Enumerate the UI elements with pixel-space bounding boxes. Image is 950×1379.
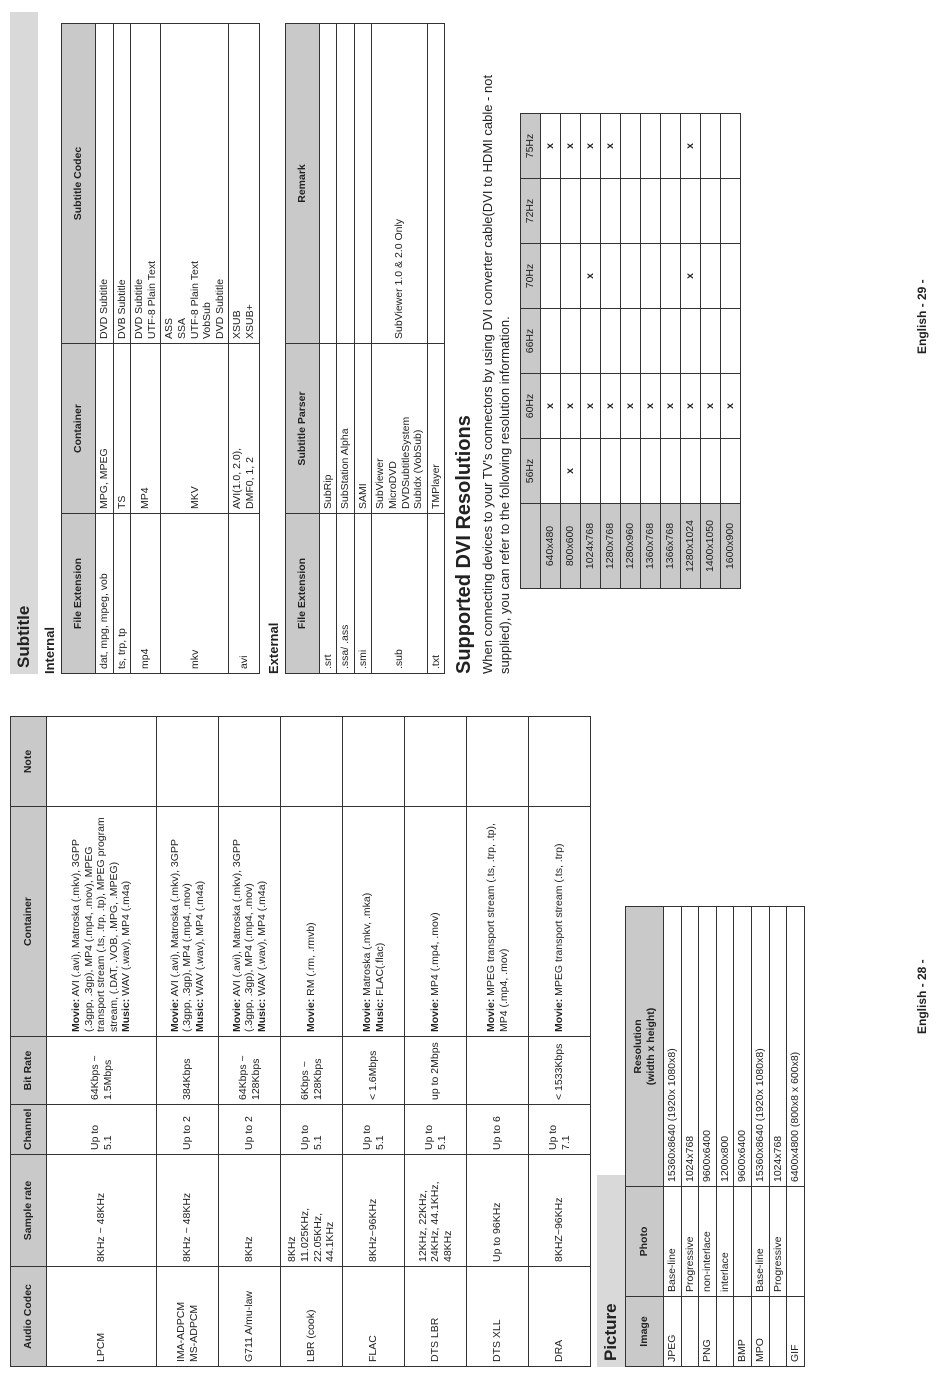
subtitle-codec-cell: DVB Subtitle [113,24,131,344]
movie-formats: Matroska (.mkv, .mka) [360,892,373,999]
table-row [621,114,641,589]
table-row [229,24,259,674]
table-row [787,907,805,1367]
dvi-resolution-cell: 800x600 [561,504,581,589]
dvi-mark-cell: x [681,244,701,309]
subtitle-codec-cell: XSUB XSUB+ [229,24,259,344]
file-extension-cell: .srt [319,514,337,674]
dvi-mark-cell [661,114,681,179]
note-cell [405,717,467,807]
movie-formats: AVI (.avi), Matroska (.mkv), 3GPP (.3gpp, .3gp), MP4 (.mp4, .mov), MPEG transport stream (.ts, .trp, .tp), MPEG program stream, (.DAT, .VOB, .MPG, .MPEG) [70,817,120,1032]
dvi-heading: Supported DVI Resolutions [453,415,476,674]
remark-cell [319,24,337,344]
movie-label: Movie: [305,998,318,1032]
movie-label: Movie: [553,998,566,1032]
dvi-mark-cell [721,114,741,179]
dvi-resolution-cell: 1600x900 [721,504,741,589]
dvi-resolution-cell: 1360x768 [641,504,661,589]
bit-rate-cell: 384Kbps [157,1037,219,1105]
dvi-col-header: 60Hz [521,374,541,439]
note-cell [47,717,157,807]
dvi-resolution-cell: 1280x768 [601,504,621,589]
table-row [131,24,161,674]
dvi-mark-cell: x [701,374,721,439]
page-number-29: English - 29 - [915,279,929,354]
external-subtitle-table [285,23,446,674]
dvi-resolution-cell: 1400x1050 [701,504,721,589]
dvi-mark-cell [581,179,601,244]
image-cell: PNG [699,1297,717,1367]
col-subtitle-parser: Subtitle Parser [285,344,319,514]
dvi-mark-cell [701,309,721,374]
page-28 [10,717,805,1367]
page-number-28: English - 28 - [915,959,929,1034]
dvi-mark-cell: x [721,374,741,439]
container-cell [47,807,157,1037]
col-subtitle-codec: Subtitle Codec [62,24,96,344]
dvi-mark-cell: x [681,374,701,439]
note-cell [157,717,219,807]
dvi-mark-cell: x [601,114,621,179]
col-sample-rate: Sample rate [11,1155,47,1267]
table-row [716,907,734,1367]
file-extension-cell: .sub [372,514,427,674]
container-cell: MKV [161,344,229,514]
dvi-mark-cell [621,309,641,374]
col-container: Container [11,807,47,1037]
dvi-description: When connecting devices to your TV's connectors by using DVI converter cable(DVI to HDMI cable - not supplied), you can refer to the following resolution information. [480,74,513,674]
file-extension-cell: ts, trp, tp [113,514,131,674]
music-formats: WAV (.wav), MP4 (.m4a) [120,880,133,999]
sample-rate-cell: 8KHz~96KHz [343,1155,405,1267]
dvi-mark-cell [621,179,641,244]
dvi-col-header: 66Hz [521,309,541,374]
sample-rate-cell: 8KHz 11.025KHz, 22.05KHz, 44.1KHz [281,1155,343,1267]
movie-label: Movie: [429,998,442,1032]
channel-cell: Up to 2 [157,1105,219,1155]
dvi-mark-cell [661,439,681,504]
image-cell [716,1297,734,1367]
dvi-mark-cell: x [541,374,561,439]
audio-codec-cell: IMA-ADPCM MS-ADPCM [157,1267,219,1367]
resolution-cell: 9600x6400 [734,907,752,1187]
table-row [661,114,681,589]
dvi-mark-cell [621,114,641,179]
channel-cell: Up to 5.1 [405,1105,467,1155]
dvi-col-header: 72Hz [521,179,541,244]
dvi-mark-cell [601,439,621,504]
photo-cell: Progressive [769,1187,787,1297]
dvi-col-header: 75Hz [521,114,541,179]
dvi-mark-cell [541,309,561,374]
dvi-mark-cell: x [621,374,641,439]
container-cell: MP4 [131,344,161,514]
dvi-mark-cell [701,114,721,179]
dvi-col-header: 70Hz [521,244,541,309]
container-cell [405,807,467,1037]
dvi-mark-cell [541,244,561,309]
dvi-col-header [521,504,541,589]
movie-label: Movie: [168,998,181,1032]
image-cell [769,1297,787,1367]
sample-rate-cell: 8KHz [219,1155,281,1267]
table-row [701,114,721,589]
col-remark: Remark [285,24,319,344]
dvi-mark-cell [601,179,621,244]
dvi-resolution-cell: 1280x960 [621,504,641,589]
table-row [281,717,343,1367]
remark-cell [354,24,372,344]
table-row [769,907,787,1367]
movie-formats: MPEG transport stream (.ts, .trp, .tp), MP4 (.mp4, .mov) [484,823,510,1032]
dvi-mark-cell: x [581,244,601,309]
remark-cell: SubViewer 1.0 & 2.0 Only [372,24,427,344]
external-label: External [265,622,281,674]
dvi-mark-cell [661,244,681,309]
dvi-mark-cell [561,179,581,244]
dvi-mark-cell [641,114,661,179]
file-extension-cell: .txt [427,514,445,674]
dvi-mark-cell [641,439,661,504]
bit-rate-cell [467,1037,529,1105]
sample-rate-cell: 8KHz ~ 48KHz [47,1155,157,1267]
table-row [601,114,621,589]
audio-codec-cell: G711 A/mu-law [219,1267,281,1367]
dvi-mark-cell: x [581,114,601,179]
table-row [721,114,741,589]
dvi-mark-cell [621,439,641,504]
audio-codec-cell: LBR (cook) [281,1267,343,1367]
table-row [641,114,661,589]
bit-rate-cell: 64Kbps ~ 1.5Mbps [47,1037,157,1105]
audio-codec-cell: DRA [529,1267,591,1367]
movie-formats: AVI (.avi), Matroska (.mkv), 3GPP (.3gpp, .3gp), MP4 (.mp4, .mov) [230,839,256,1032]
table-row [664,907,682,1367]
dvi-mark-cell [681,439,701,504]
dvi-resolution-cell: 640x480 [541,504,561,589]
resolution-cell: 6400x4800 (800x8 x 600x8) [787,907,805,1187]
image-cell: MPO [751,1297,769,1367]
audio-codec-cell: DTS XLL [467,1267,529,1367]
movie-formats: MP4 (.mp4, .mov) [429,912,442,999]
channel-cell: Up to 5.1 [47,1105,157,1155]
col-image: Image [626,1297,664,1367]
dvi-mark-cell [541,439,561,504]
subtitle-parser-cell: TMPlayer [427,344,445,514]
bit-rate-cell: 64Kbps ~ 128Kbps [219,1037,281,1105]
dvi-mark-cell: x [661,374,681,439]
dvi-mark-cell [661,179,681,244]
table-row [427,24,445,674]
col-bit-rate: Bit Rate [11,1037,47,1105]
table-row [354,24,372,674]
table-row [319,24,337,674]
subtitle-parser-cell: SubRip [319,344,337,514]
subtitle-parser-cell: SubViewer MicroDVD DVDSubtitleSystem SubIdx (VobSub) [372,344,427,514]
resolution-cell: 15360x8640 (1920x 1080x8) [751,907,769,1187]
channel-cell: Up to 5.1 [281,1105,343,1155]
dvi-mark-cell: x [561,439,581,504]
resolution-cell: 1024x768 [769,907,787,1187]
internal-subtitle-table [61,23,260,674]
resolution-cell: 9600x6400 [699,907,717,1187]
col-channel: Channel [11,1105,47,1155]
resolution-cell: 1200x800 [716,907,734,1187]
sample-rate-cell: 8KHZ~96KHz [529,1155,591,1267]
resolution-cell: 15360x8640 (1920x 1080x8) [664,907,682,1187]
photo-cell: interlace [716,1187,734,1297]
dvi-mark-cell [641,244,661,309]
note-cell [529,717,591,807]
movie-formats: MPEG transport stream (.ts, .trp) [553,843,566,999]
dvi-col-header: 56Hz [521,439,541,504]
table-row [113,24,131,674]
bit-rate-cell: < 1533Kbps [529,1037,591,1105]
container-cell: MPG, MPEG [96,344,114,514]
note-cell [219,717,281,807]
bit-rate-cell: < 1.6Mbps [343,1037,405,1105]
col-file-extension: File Extension [285,514,319,674]
note-cell [343,717,405,807]
container-cell: TS [113,344,131,514]
dvi-mark-cell [721,439,741,504]
music-formats: FLAC(.flac) [373,942,386,999]
remark-cell [427,24,445,344]
table-row [581,114,601,589]
table-row [561,114,581,589]
file-extension-cell: avi [229,514,259,674]
subtitle-parser-cell: SubStation Alpha [337,344,355,514]
table-row [161,24,229,674]
dvi-mark-cell [701,244,721,309]
movie-label: Movie: [360,998,373,1032]
table-row [343,717,405,1367]
dvi-mark-cell [721,309,741,374]
dvi-mark-cell [621,244,641,309]
subtitle-parser-cell: SAMI [354,344,372,514]
dvi-mark-cell: x [541,114,561,179]
table-row [96,24,114,674]
table-row [47,717,157,1367]
photo-cell: Base-line [664,1187,682,1297]
container-cell [157,807,219,1037]
dvi-mark-cell [701,179,721,244]
dvi-mark-cell [581,439,601,504]
file-extension-cell: .smi [354,514,372,674]
dvi-mark-cell [561,309,581,374]
table-row [734,907,752,1367]
photo-cell: non-interlace [699,1187,717,1297]
remark-cell [337,24,355,344]
col-audio-codec: Audio Codec [11,1267,47,1367]
movie-label: Movie: [484,998,497,1032]
file-extension-cell: dat, mpg, mpeg, vob [96,514,114,674]
music-label: Music: [255,998,268,1032]
table-row [372,24,427,674]
container-cell [529,807,591,1037]
table-row [219,717,281,1367]
dvi-mark-cell [581,309,601,374]
resolution-cell: 1024x768 [681,907,699,1187]
audio-codec-cell: FLAC [343,1267,405,1367]
music-formats: WAV (.wav), MP4 (.m4a) [193,880,206,999]
dvi-mark-cell: x [601,374,621,439]
table-row [751,907,769,1367]
photo-cell: Progressive [681,1187,699,1297]
container-cell [467,807,529,1037]
audio-codec-cell: DTS LBR [405,1267,467,1367]
music-label: Music: [193,998,206,1032]
table-row [467,717,529,1367]
picture-table [625,906,805,1367]
subtitle-codec-cell: DVD Subtitle [96,24,114,344]
dvi-mark-cell [721,179,741,244]
table-row [681,114,701,589]
dvi-resolution-cell: 1366x768 [661,504,681,589]
dvi-mark-cell [641,309,661,374]
container-cell [219,807,281,1037]
table-row [541,114,561,589]
table-row [337,24,355,674]
container-cell [281,807,343,1037]
dvi-mark-cell: x [581,374,601,439]
note-cell [467,717,529,807]
channel-cell: Up to 7.1 [529,1105,591,1155]
sample-rate-cell: Up to 96KHz [467,1155,529,1267]
dvi-mark-cell [601,244,621,309]
image-cell: BMP [734,1297,752,1367]
dvi-resolution-table [520,113,741,589]
table-row [157,717,219,1367]
table-row [681,907,699,1367]
table-row [405,717,467,1367]
sample-rate-cell: 8KHz ~ 48KHz [157,1155,219,1267]
subtitle-heading: Subtitle [10,12,38,674]
dvi-mark-cell [601,309,621,374]
bit-rate-cell: 6Kbps ~ 128Kbps [281,1037,343,1105]
dvi-resolution-cell: 1280x1024 [681,504,701,589]
subtitle-codec-cell: DVD Subtitle UTF-8 Plain Text [131,24,161,344]
dvi-mark-cell [681,309,701,374]
subtitle-codec-cell: ASS SSA UTF-8 Plain Text VobSub DVD Subtitle [161,24,229,344]
container-cell: AVI(1.0, 2.0), DMF0, 1, 2 [229,344,259,514]
channel-cell: Up to 6 [467,1105,529,1155]
dvi-resolution-cell: 1024x768 [581,504,601,589]
col-resolution: Resolution (width x height) [626,907,664,1187]
photo-cell [734,1187,752,1297]
file-extension-cell: mp4 [131,514,161,674]
dvi-mark-cell [721,244,741,309]
dvi-mark-cell: x [681,114,701,179]
dvi-mark-cell [681,179,701,244]
sample-rate-cell: 12KHz, 22KHz, 24KHz, 44.1KHz, 48KHz [405,1155,467,1267]
dvi-mark-cell: x [561,374,581,439]
dvi-mark-cell: x [561,114,581,179]
table-row [699,907,717,1367]
page-29 [10,14,741,674]
internal-label: Internal [42,627,57,674]
note-cell [281,717,343,807]
audio-codec-table [10,716,591,1367]
dvi-mark-cell [641,179,661,244]
col-container: Container [62,344,96,514]
movie-formats: AVI (.avi), Matroska (.mkv), 3GPP (.3gpp, .3gp), MP4 (.mp4, .mov) [168,839,194,1032]
col-photo: Photo [626,1187,664,1297]
movie-formats: RM (.rm, .rmvb) [305,922,318,999]
image-cell: GIF [787,1297,805,1367]
dvi-mark-cell: x [641,374,661,439]
photo-cell: Base-line [751,1187,769,1297]
dvi-mark-cell [661,309,681,374]
movie-label: Movie: [70,998,83,1032]
music-formats: WAV (.wav), MP4 (.m4a) [255,880,268,999]
file-extension-cell: mkv [161,514,229,674]
channel-cell: Up to 5.1 [343,1105,405,1155]
dvi-mark-cell [561,244,581,309]
bit-rate-cell: up to 2Mbps [405,1037,467,1105]
table-row [529,717,591,1367]
photo-cell [787,1187,805,1297]
file-extension-cell: .ssa/ .ass [337,514,355,674]
movie-label: Movie: [230,998,243,1032]
container-cell [343,807,405,1037]
image-cell: JPEG [664,1297,682,1367]
dvi-mark-cell [541,179,561,244]
music-label: Music: [373,998,386,1032]
audio-codec-cell: LPCM [47,1267,157,1367]
music-label: Music: [120,998,133,1032]
dvi-mark-cell [701,439,721,504]
col-file-extension: File Extension [62,514,96,674]
col-note: Note [11,717,47,807]
channel-cell: Up to 2 [219,1105,281,1155]
image-cell [681,1297,699,1367]
picture-heading: Picture [597,1175,625,1367]
